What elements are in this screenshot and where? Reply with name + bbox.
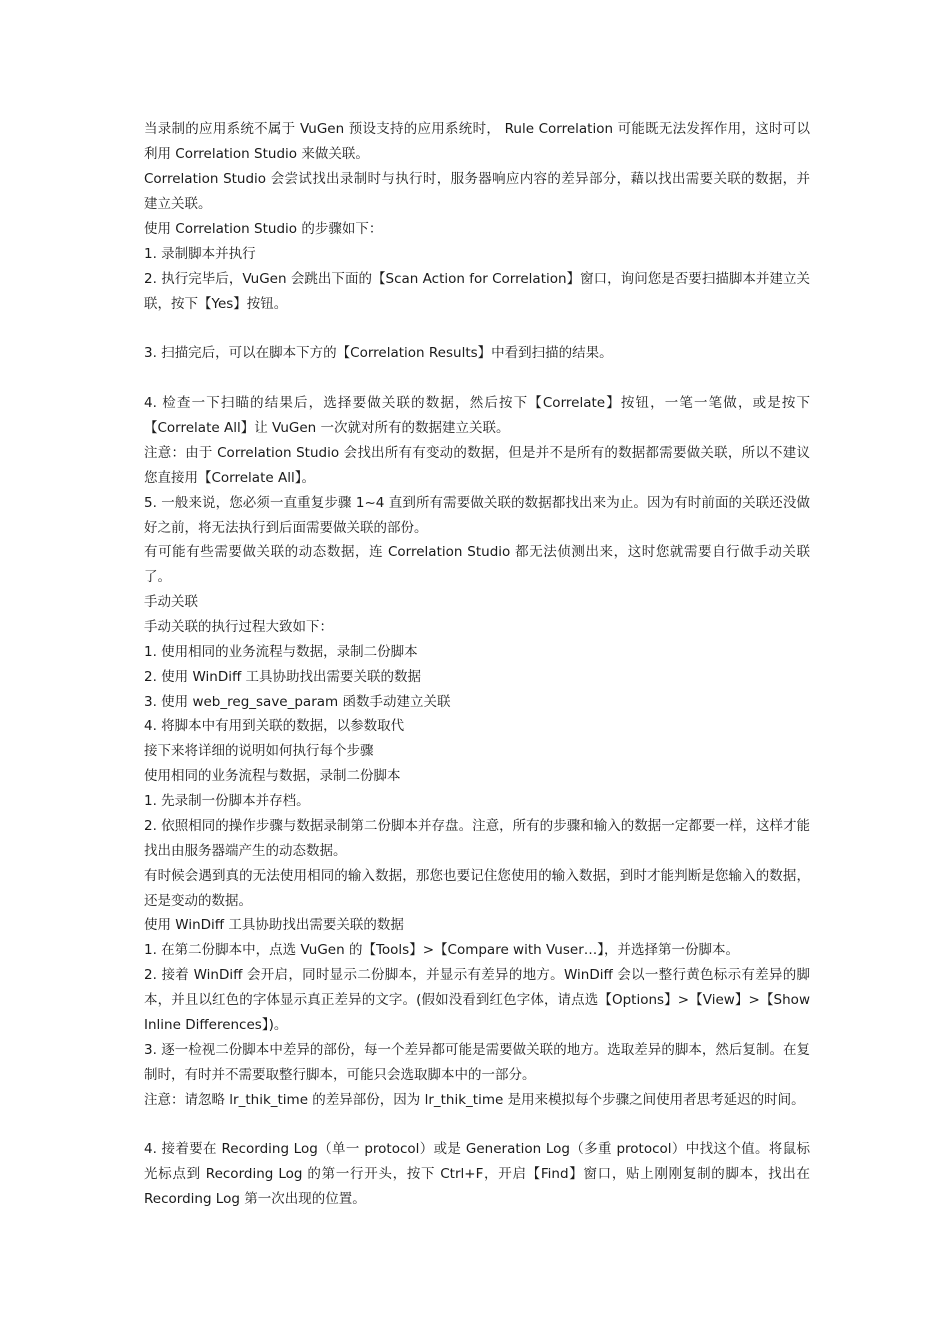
manual-process-intro: 手动关联的执行过程大致如下：	[144, 619, 333, 635]
input-data-note: 有时候会遇到真的无法使用相同的输入数据，那您也要记住您使用的输入数据，到时才能判断是您输入的数据，还是变动的数据。	[144, 868, 810, 909]
manual-correlation-note: 有可能有些需要做关联的动态数据，连 Correlation Studio 都无法侦测出来，这时您就需要自行做手动关联了。	[144, 544, 810, 585]
windiff-step-4: 4. 接着要在 Recording Log（单一 protocol）或是 Generation Log（多重 protocol）中找这个值。将鼠标光标点到 Recording Log 的第一行开头，按下 Ctrl+F，开启【Find】窗口，贴上刚刚复制的脚本，找出在 Recording Log 第一次出现的位置。	[144, 1141, 810, 1207]
step-1: 1. 录制脚本并执行	[144, 246, 256, 262]
record-step-2: 2. 依照相同的操作步骤与数据录制第二份脚本并存盘。注意，所有的步骤和输入的数据一定都要一样，这样才能找出由服务器端产生的动态数据。	[144, 818, 810, 859]
step-5: 5. 一般来说，您必须一直重复步骤 1~4 直到所有需要做关联的数据都找出来为止。因为有时前面的关联还没做好之前，将无法执行到后面需要做关联的部份。	[144, 495, 810, 536]
manual-step-4: 4. 将脚本中有用到关联的数据，以参数取代	[144, 718, 405, 734]
windiff-step-2: 2. 接着 WinDiff 会开启，同时显示二份脚本，并显示有差异的地方。WinDiff 会以一整行黄色标示有差异的脚本，并且以红色的字体显示真正差异的文字。(假如没看到红色字体，请点选【Options】>【View】>【Show Inline Differences】)。	[144, 967, 810, 1033]
step-4: 4. 检查一下扫瞄的结果后，选择要做关联的数据，然后按下【Correlate】按钮，一笔一笔做，或是按下【Correlate All】让 VuGen 一次就对所有的数据建立关联。	[144, 395, 810, 436]
manual-correlation-heading: 手动关联	[144, 594, 198, 610]
step-3: 3. 扫描完后，可以在脚本下方的【Correlation Results】中看到扫描的结果。	[144, 345, 613, 361]
note-correlate-all: 注意：由于 Correlation Studio 会找出所有有变动的数据，但是并不是所有的数据都需要做关联，所以不建议您直接用【Correlate All】。	[144, 445, 810, 486]
manual-step-2: 2. 使用 WinDiff 工具协助找出需要关联的数据	[144, 669, 422, 685]
record-two-scripts-heading: 使用相同的业务流程与数据，录制二份脚本	[144, 768, 401, 784]
windiff-step-1: 1. 在第二份脚本中，点选 VuGen 的【Tools】>【Compare with Vuser…】，并选择第一份脚本。	[144, 942, 739, 958]
windiff-step-3: 3. 逐一检视二份脚本中差异的部份，每一个差异都可能是需要做关联的地方。选取差异的脚本，然后复制。在复制时，有时并不需要取整行脚本，可能只会选取脚本中的一部分。	[144, 1042, 810, 1083]
intro-paragraph: 当录制的应用系统不属于 VuGen 预设支持的应用系统时， Rule Correlation 可能既无法发挥作用，这时可以利用 Correlation Studio 来做关联。	[144, 121, 810, 162]
windiff-heading: 使用 WinDiff 工具协助找出需要关联的数据	[144, 917, 404, 933]
record-step-1: 1. 先录制一份脚本并存档。	[144, 793, 310, 809]
manual-step-1: 1. 使用相同的业务流程与数据，录制二份脚本	[144, 644, 418, 660]
manual-step-3: 3. 使用 web_reg_save_param 函数手动建立关联	[144, 694, 451, 710]
step-2: 2. 执行完毕后，VuGen 会跳出下面的【Scan Action for Correlation】窗口，询问您是否要扫描脚本并建立关联，按下【Yes】按钮。	[144, 271, 810, 312]
correlation-studio-description: Correlation Studio 会尝试找出录制时与执行时，服务器响应内容的差异部分，藉以找出需要关联的数据，并建立关联。	[144, 171, 810, 212]
details-intro: 接下来将详细的说明如何执行每个步骤	[144, 743, 374, 759]
steps-heading: 使用 Correlation Studio 的步骤如下：	[144, 221, 383, 237]
think-time-note: 注意：请忽略 lr_thik_time 的差异部份，因为 lr_thik_time 是用来模拟每个步骤之间使用者思考延迟的时间。	[144, 1092, 805, 1108]
